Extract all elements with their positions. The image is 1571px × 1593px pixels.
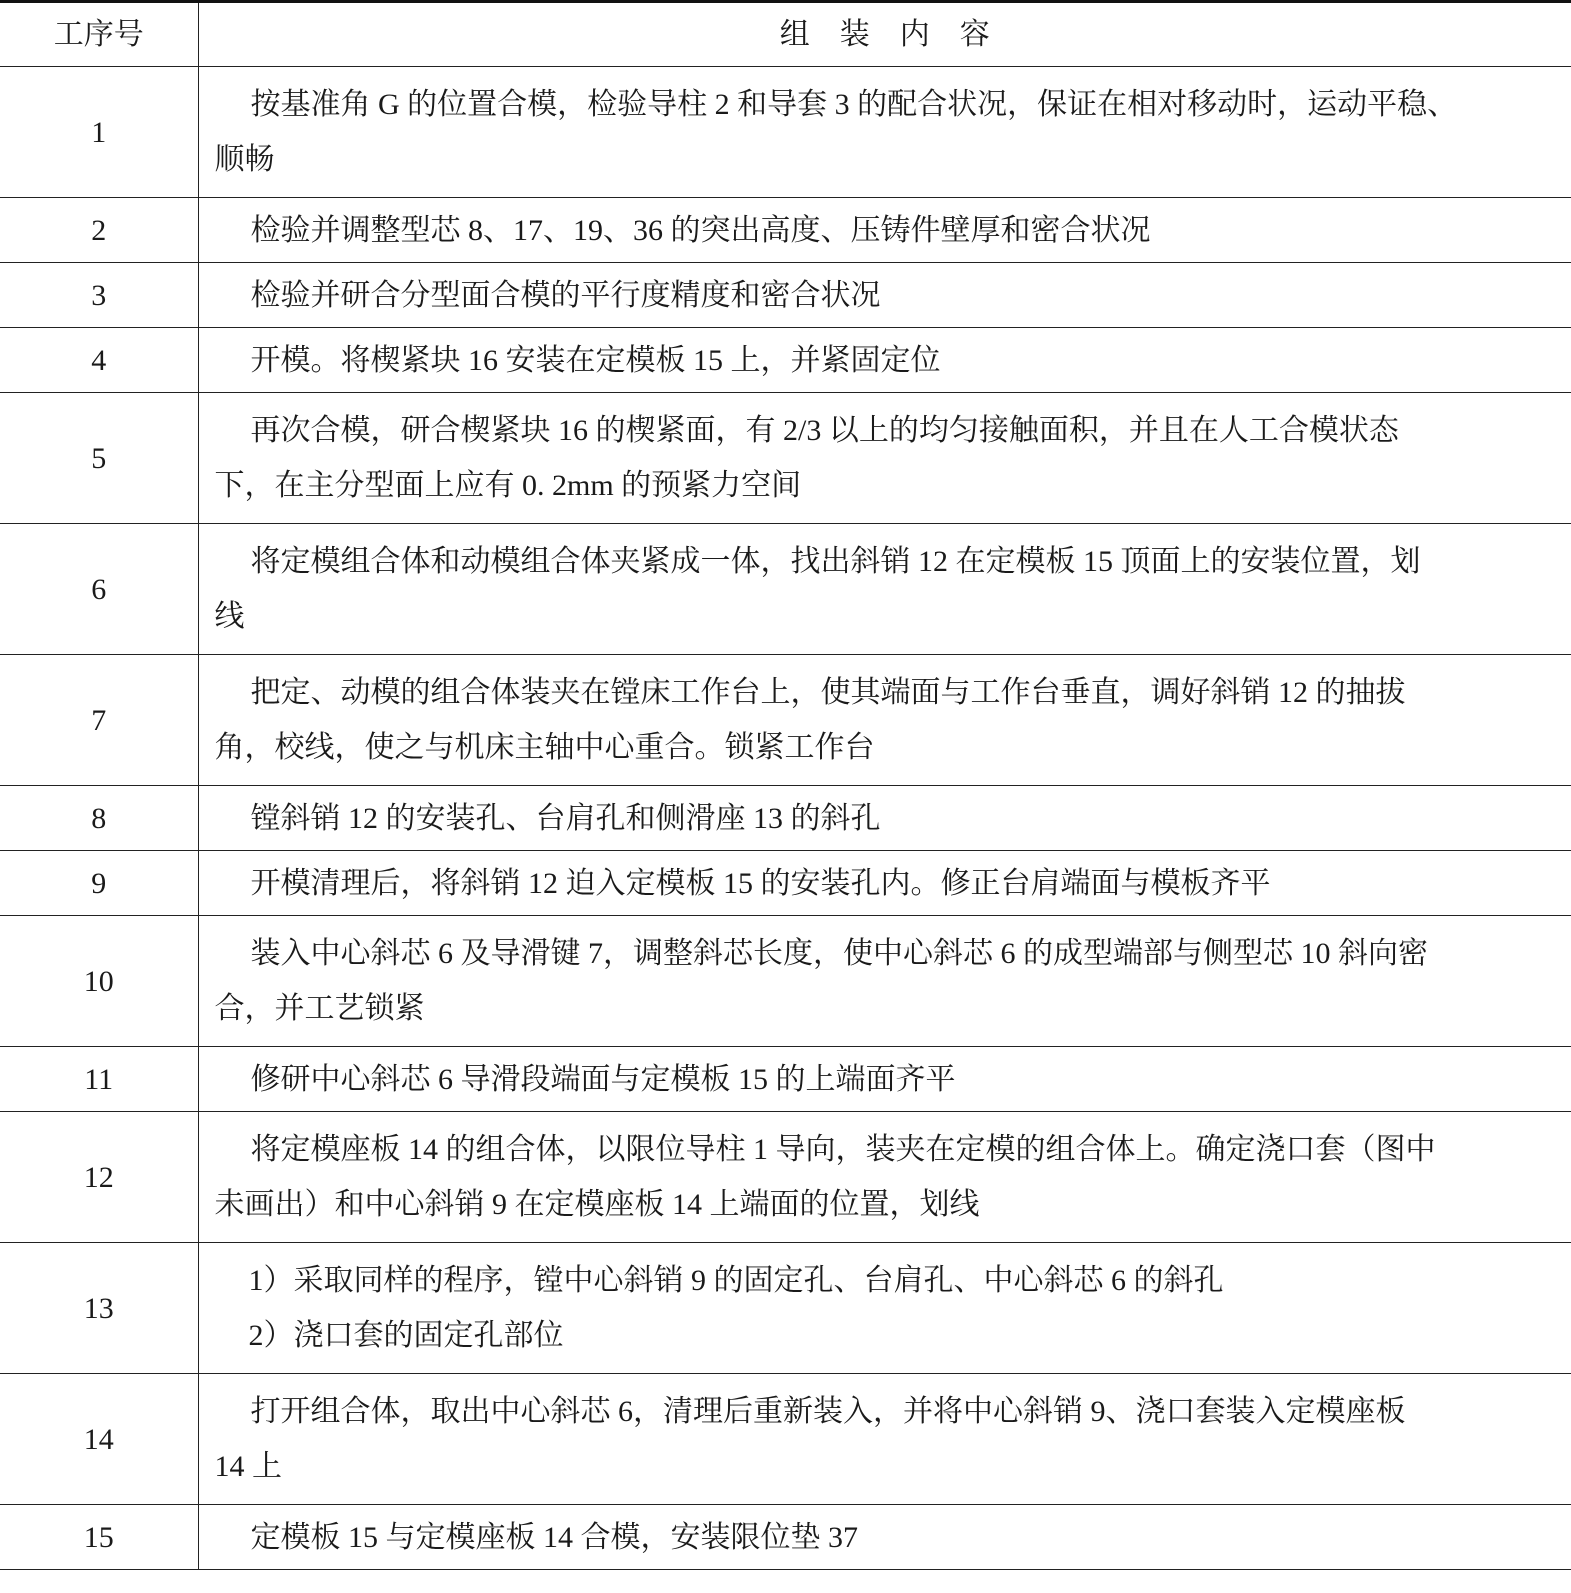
step-content	[198, 328, 1571, 393]
step-line: 开模清理后，将斜销 12 迫入定模板 15 的安装孔内。修正台肩端面与模板齐平	[250, 866, 1271, 900]
table-row	[0, 524, 1571, 655]
step-line: 把定、动模的组合体装夹在镗床工作台上，使其端面与工作台垂直，调好斜销 12 的抽拔	[250, 676, 1406, 709]
table-row	[0, 851, 1571, 916]
step-line: 角，校线，使之与机床主轴中心重合。锁紧工作台	[214, 731, 875, 764]
step-number: 14	[0, 1374, 198, 1505]
step-content	[198, 655, 1571, 786]
table-row	[0, 393, 1571, 524]
step-line: 打开组合体，取出中心斜芯 6，清理后重新装入，并将中心斜销 9、浇口套装入定模座板	[250, 1395, 1406, 1428]
table-header-row	[0, 2, 1571, 67]
step-number: 15	[0, 1505, 198, 1570]
step-content	[198, 198, 1571, 263]
step-content	[198, 1243, 1571, 1374]
step-content	[198, 916, 1571, 1047]
step-line: 线	[214, 600, 245, 633]
step-content	[198, 393, 1571, 524]
step-line: 开模。将楔紧块 16 安装在定模板 15 上，并紧固定位	[250, 343, 941, 377]
step-number: 1	[0, 67, 198, 198]
table-row	[0, 1047, 1571, 1112]
step-content	[198, 67, 1571, 198]
table-row	[0, 1505, 1571, 1570]
step-content	[198, 263, 1571, 328]
step-line: 2）浇口套的固定孔部位	[248, 1319, 564, 1352]
table-row	[0, 786, 1571, 851]
table-row	[0, 328, 1571, 393]
step-line: 将定模组合体和动模组合体夹紧成一体，找出斜销 12 在定模板 15 顶面上的安装位置，划	[250, 545, 1421, 578]
step-line: 1）采取同样的程序，镗中心斜销 9 的固定孔、台肩孔、中心斜芯 6 的斜孔	[248, 1264, 1224, 1297]
step-line: 下，在主分型面上应有 0. 2mm 的预紧力空间	[214, 469, 802, 502]
step-number: 2	[0, 198, 198, 263]
step-line: 未画出）和中心斜销 9 在定模座板 14 上端面的位置，划线	[214, 1188, 980, 1221]
step-line: 顺畅	[214, 143, 275, 176]
header-assembly-content: 组装内容	[198, 2, 1571, 67]
step-content	[198, 786, 1571, 851]
step-line: 14 上	[214, 1450, 282, 1483]
table-row	[0, 916, 1571, 1047]
step-number: 10	[0, 916, 198, 1047]
step-line: 定模板 15 与定模座板 14 合模，安装限位垫 37	[250, 1520, 858, 1554]
table-row	[0, 655, 1571, 786]
step-line: 修研中心斜芯 6 导滑段端面与定模板 15 的上端面齐平	[250, 1062, 956, 1096]
step-number: 6	[0, 524, 198, 655]
step-number: 3	[0, 263, 198, 328]
table-row	[0, 1112, 1571, 1243]
step-number: 4	[0, 328, 198, 393]
table-row	[0, 263, 1571, 328]
step-number: 8	[0, 786, 198, 851]
table-row	[0, 1243, 1571, 1374]
step-number: 12	[0, 1112, 198, 1243]
step-content	[198, 1374, 1571, 1505]
table-row	[0, 67, 1571, 198]
step-content	[198, 851, 1571, 916]
step-content	[198, 1112, 1571, 1243]
step-line: 镗斜销 12 的安装孔、台肩孔和侧滑座 13 的斜孔	[250, 801, 881, 835]
step-line: 检验并研合分型面合模的平行度精度和密合状况	[250, 278, 881, 312]
step-line: 检验并调整型芯 8、17、19、36 的突出高度、压铸件壁厚和密合状况	[250, 213, 1151, 247]
step-number: 5	[0, 393, 198, 524]
step-number: 9	[0, 851, 198, 916]
step-line: 装入中心斜芯 6 及导滑键 7，调整斜芯长度，使中心斜芯 6 的成型端部与侧型芯 10 斜向密	[250, 937, 1428, 970]
step-number: 11	[0, 1047, 198, 1112]
step-content	[198, 1047, 1571, 1112]
step-line: 将定模座板 14 的组合体，以限位导柱 1 导向，装夹在定模的组合体上。确定浇口套（图中	[250, 1133, 1436, 1166]
step-content	[198, 524, 1571, 655]
step-line: 合，并工艺锁紧	[214, 992, 425, 1025]
table-row	[0, 198, 1571, 263]
step-line: 再次合模，研合楔紧块 16 的楔紧面，有 2/3 以上的均匀接触面积，并且在人工合模状态	[250, 414, 1399, 447]
table-row	[0, 1374, 1571, 1505]
step-number: 13	[0, 1243, 198, 1374]
header-step-number: 工序号	[0, 2, 198, 67]
step-number: 7	[0, 655, 198, 786]
step-line: 按基准角 G 的位置合模，检验导柱 2 和导套 3 的配合状况，保证在相对移动时，运动平稳、	[250, 88, 1458, 121]
step-content	[198, 1505, 1571, 1570]
